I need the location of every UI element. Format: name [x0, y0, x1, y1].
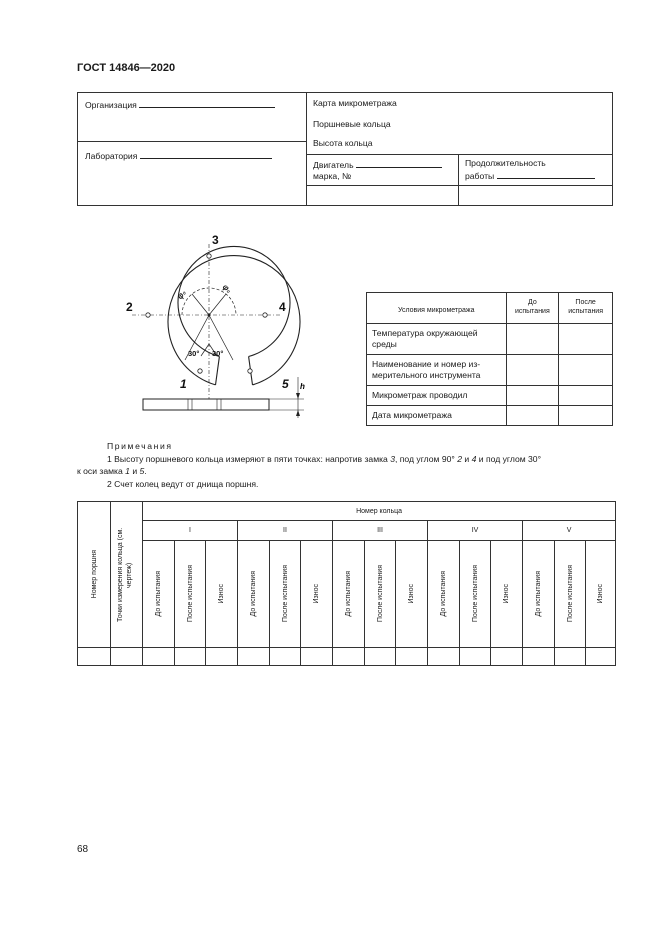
table-row — [78, 648, 616, 666]
ring-header-4: IV — [428, 521, 523, 541]
ring-header-5: V — [523, 521, 616, 541]
subheader-before: До испытания — [333, 541, 365, 648]
form-top-border — [77, 92, 613, 93]
card-title: Карта микрометража — [313, 98, 397, 108]
phi-ray-left — [192, 294, 209, 315]
top-form — [77, 92, 613, 206]
data-cell[interactable] — [523, 648, 555, 666]
laboratory-field — [85, 149, 272, 162]
table-row — [367, 386, 613, 406]
subheader-after: После испытания — [175, 541, 206, 648]
point-2-label: 2 — [126, 300, 133, 314]
form-right-hline-1 — [306, 154, 613, 155]
h-arrow-top — [296, 393, 300, 399]
point-1-marker — [198, 369, 202, 373]
subheader-wear: Износ — [206, 541, 238, 648]
angle-left-label: 30° — [188, 349, 200, 358]
piston-ring-drawing — [122, 232, 322, 422]
engine-model-label: марка, № — [313, 171, 352, 181]
subheader-before: До испытания — [238, 541, 270, 648]
page-number: 68 — [77, 844, 89, 855]
laboratory-blank[interactable] — [140, 149, 272, 159]
data-cell[interactable] — [555, 648, 586, 666]
form-right-vline — [458, 154, 459, 206]
condition-operator: Микрометраж проводил — [367, 386, 507, 406]
subheader-before: До испытания — [428, 541, 460, 648]
subheader-wear: Износ — [491, 541, 523, 648]
notes-block — [77, 440, 542, 490]
ring-header-3: III — [333, 521, 428, 541]
header-measure-points: Точки измерения кольца (см. чертеж) — [111, 502, 143, 648]
conditions-header-before: До испытания — [506, 293, 559, 324]
laboratory-label: Лаборатория — [85, 151, 138, 161]
conditions-header-name: Условия микрометража — [367, 293, 507, 324]
measurement-table — [77, 501, 616, 666]
engine-label: Двигатель — [313, 160, 354, 170]
duration-label-2: работы — [465, 171, 495, 181]
subheader-after: После испытания — [555, 541, 586, 648]
point-1-label: 1 — [180, 377, 187, 391]
table-row — [367, 324, 613, 355]
subheader-before: До испытания — [523, 541, 555, 648]
data-cell[interactable] — [111, 648, 143, 666]
header-ring-number: Номер кольца — [143, 502, 616, 521]
form-left-border — [77, 92, 78, 206]
data-cell[interactable] — [301, 648, 333, 666]
conditions-header-after: После испытания — [559, 293, 613, 324]
standard-code: ГОСТ 14846—2020 — [77, 62, 176, 74]
table-row — [367, 406, 613, 426]
table-row — [367, 355, 613, 386]
ring-side-view — [143, 377, 305, 418]
data-cell[interactable] — [270, 648, 301, 666]
data-cell[interactable] — [206, 648, 238, 666]
phi-right-label: φ₀ — [220, 282, 234, 295]
subheader-after: После испытания — [270, 541, 301, 648]
h-label: h — [300, 382, 305, 391]
form-bottom-border — [77, 205, 613, 206]
note-1-line-2: к оси замка 1 и 5. — [77, 466, 147, 476]
ring-inner-arc — [178, 246, 290, 356]
ring-header-1: I — [143, 521, 238, 541]
angle-right-label: 30° — [212, 349, 224, 358]
organization-field — [85, 98, 275, 111]
data-cell[interactable] — [428, 648, 460, 666]
subheader-wear: Износ — [301, 541, 333, 648]
note-1-line-1: 1 Высоту поршневого кольца измеряют в пяти точках: напротив замка 3, под углом 90° 2 и 4 и под углом 30° — [107, 453, 542, 464]
point-5-label: 5 — [282, 377, 289, 391]
condition-operator-after[interactable] — [559, 386, 613, 406]
condition-date: Дата микрометража — [367, 406, 507, 426]
card-subject: Поршневые кольца — [313, 119, 391, 129]
subheader-wear: Износ — [586, 541, 616, 648]
header-piston-number: Номер поршня — [78, 502, 111, 648]
subheader-before: До испытания — [143, 541, 175, 648]
ring-side-rect — [143, 399, 269, 410]
subheader-after: После испытания — [365, 541, 396, 648]
data-cell[interactable] — [460, 648, 491, 666]
notes-title: Примечания — [107, 441, 173, 451]
condition-temperature-after[interactable] — [559, 324, 613, 355]
duration-field — [465, 158, 595, 182]
phi-ray-right — [209, 294, 226, 315]
form-left-hline — [77, 141, 306, 142]
condition-instrument: Наименование и номер из-мерительного инструмента — [367, 355, 507, 386]
data-cell[interactable] — [396, 648, 428, 666]
angle-tick-left — [201, 344, 209, 356]
organization-label: Организация — [85, 100, 137, 110]
data-cell[interactable] — [586, 648, 616, 666]
subheader-wear: Износ — [396, 541, 428, 648]
point-3-label: 3 — [212, 233, 219, 247]
form-right-hline-2 — [306, 185, 613, 186]
note-2: 2 Счет колец ведут от днища поршня. — [107, 478, 259, 489]
data-cell[interactable] — [333, 648, 365, 666]
condition-temperature: Температура окружающей среды — [367, 324, 507, 355]
point-4-marker — [263, 313, 267, 317]
organization-blank[interactable] — [139, 98, 275, 108]
form-right-border — [612, 92, 613, 206]
form-mid-divider — [306, 92, 307, 206]
data-cell[interactable] — [143, 648, 175, 666]
condition-date-before[interactable] — [506, 406, 559, 426]
point-4-label: 4 — [279, 300, 286, 314]
phi-left-label: φ₀ — [175, 288, 188, 301]
subheader-after: После испытания — [460, 541, 491, 648]
data-cell[interactable] — [238, 648, 270, 666]
duration-label: Продолжительность — [465, 158, 546, 168]
card-param: Высота кольца — [313, 138, 373, 148]
condition-instrument-before[interactable] — [506, 355, 559, 386]
duration-blank[interactable] — [497, 169, 595, 179]
ring-gap-left-end — [216, 357, 220, 385]
condition-date-after[interactable] — [559, 406, 613, 426]
engine-field — [313, 158, 442, 182]
data-cell[interactable] — [175, 648, 206, 666]
conditions-table — [366, 292, 613, 426]
ring-header-2: II — [238, 521, 333, 541]
point-3-marker — [207, 254, 211, 258]
ring-center — [208, 314, 211, 317]
data-cell[interactable] — [491, 648, 523, 666]
data-cell[interactable] — [78, 648, 111, 666]
condition-operator-before[interactable] — [506, 386, 559, 406]
ring-outer-arc — [168, 256, 300, 385]
point-5-marker — [248, 369, 252, 373]
condition-temperature-before[interactable] — [506, 324, 559, 355]
data-cell[interactable] — [365, 648, 396, 666]
engine-blank[interactable] — [356, 158, 442, 168]
point-2-marker — [146, 313, 150, 317]
h-arrow-bottom — [296, 410, 300, 416]
condition-instrument-after[interactable] — [559, 355, 613, 386]
